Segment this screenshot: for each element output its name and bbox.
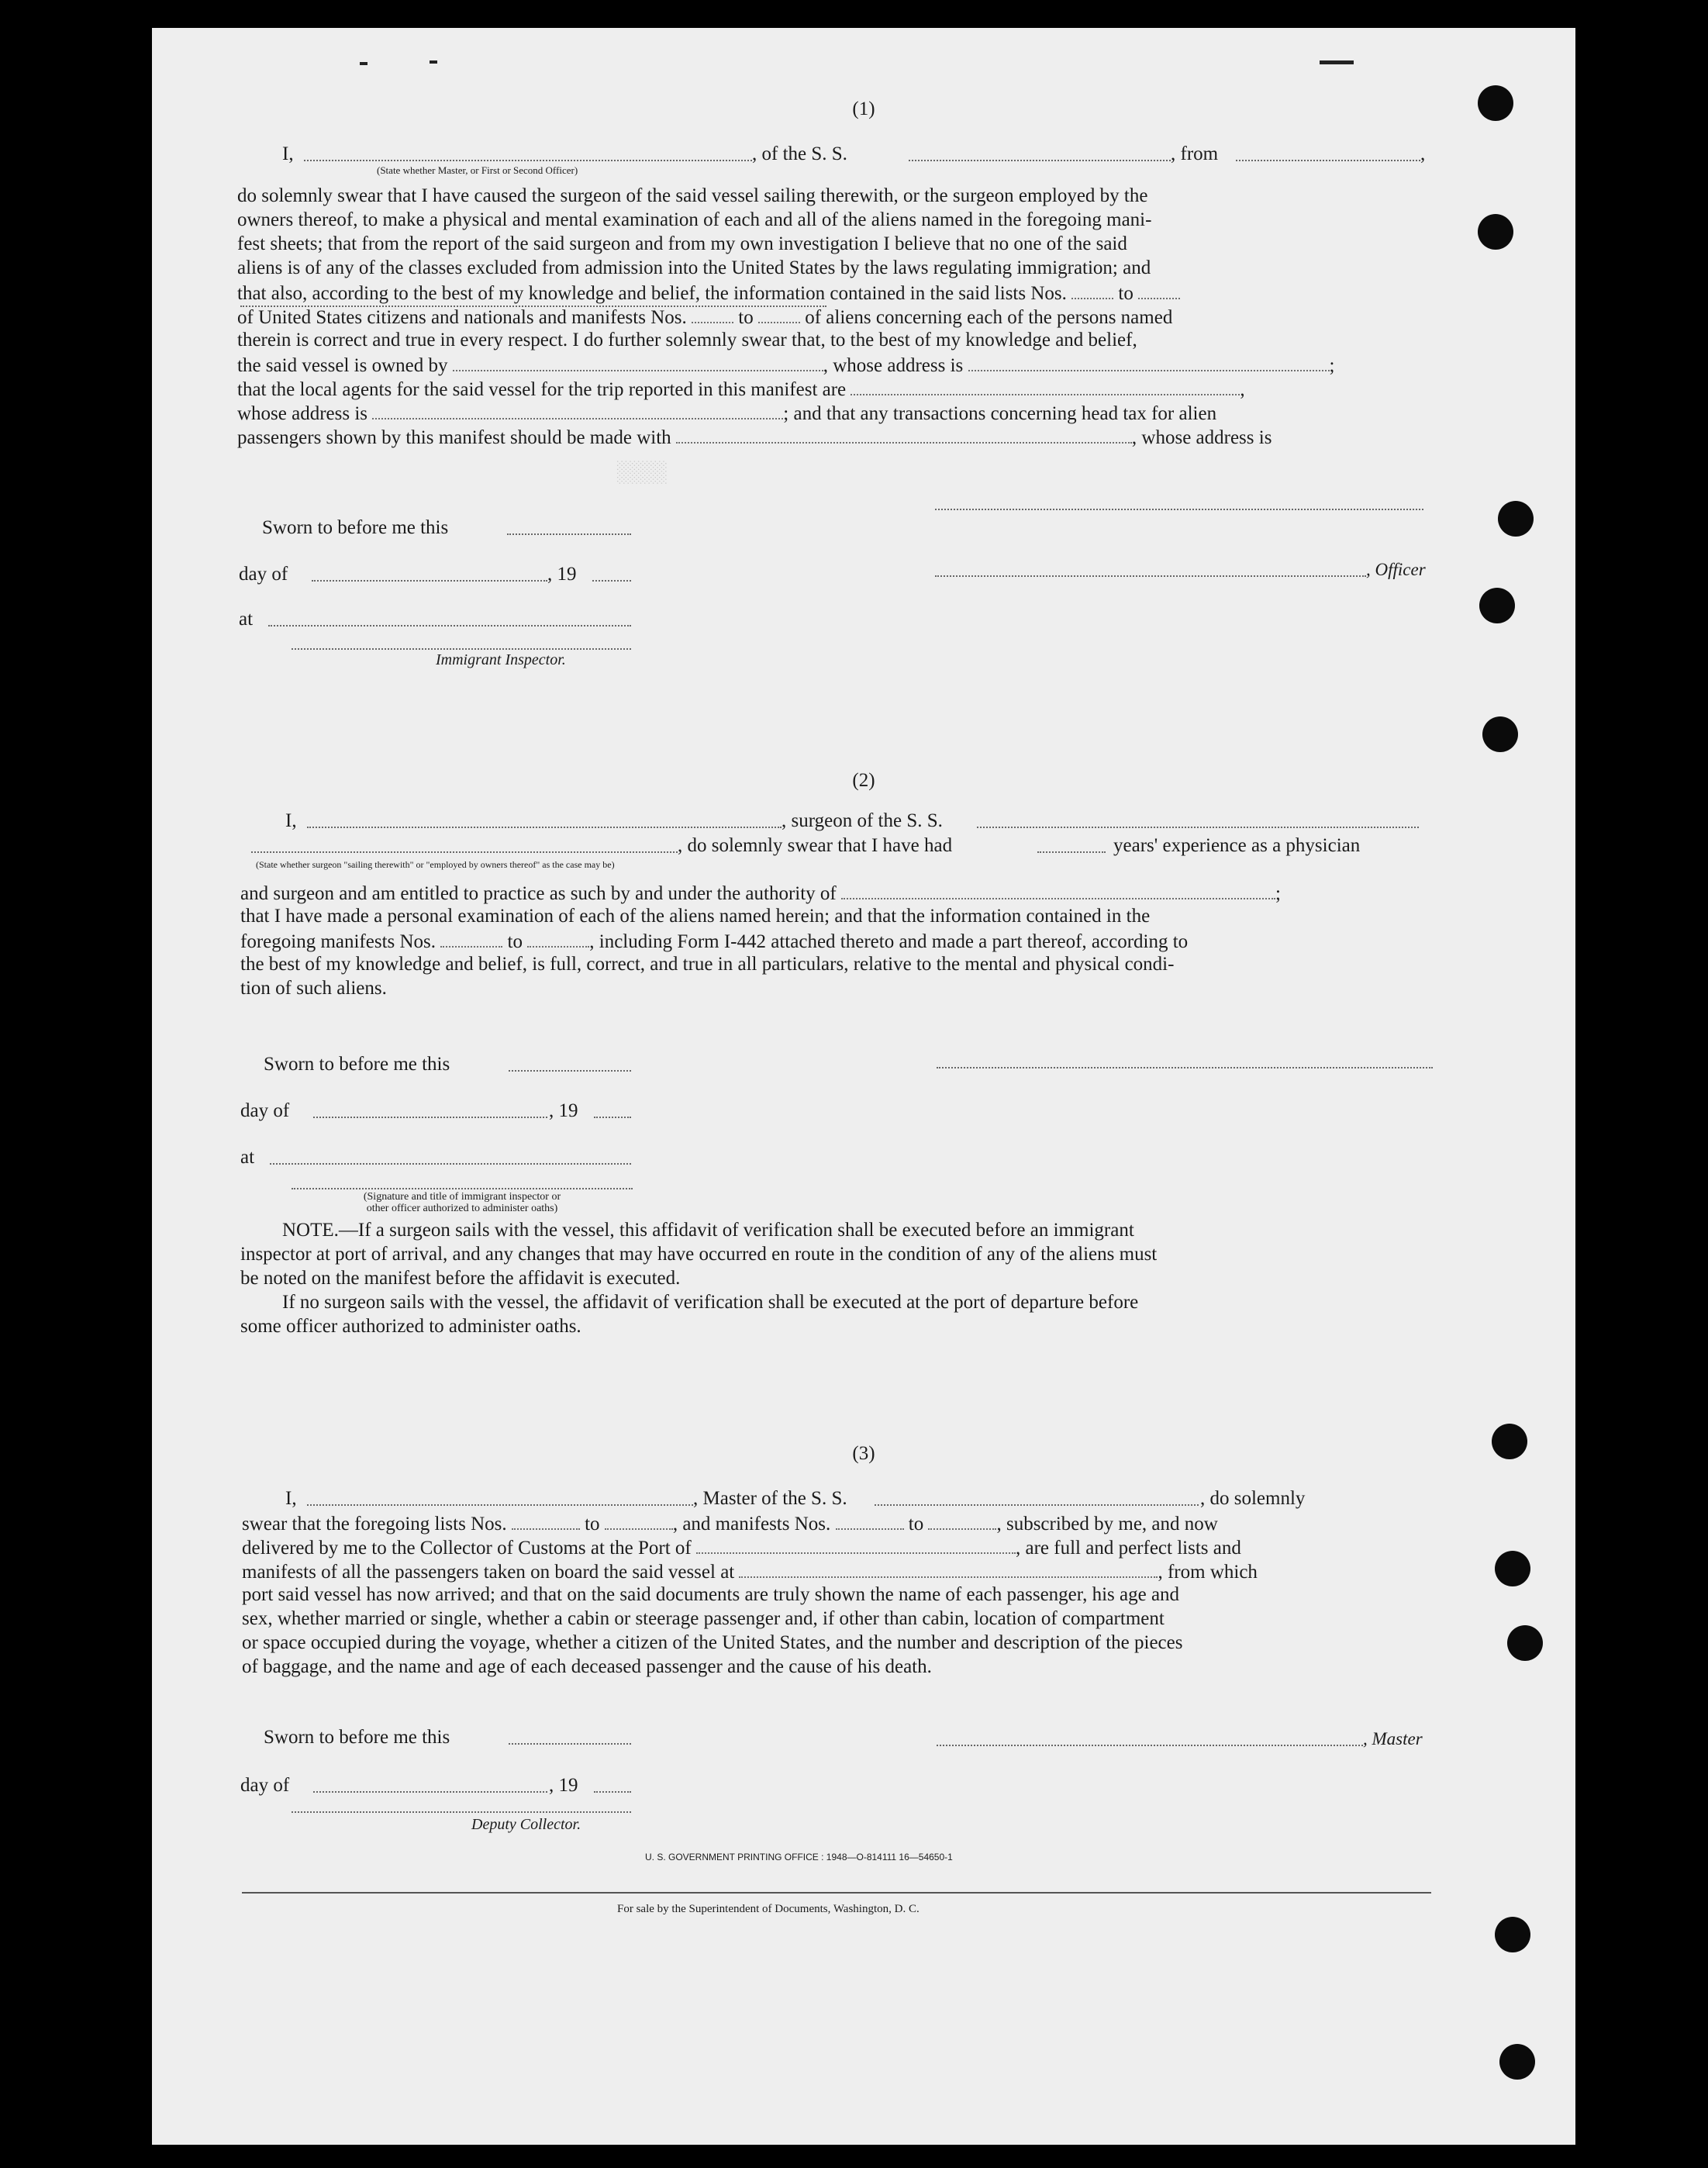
- line-text: the said vessel is owned by: [237, 355, 448, 376]
- day-of-label: day of: [239, 564, 288, 585]
- section-1-of-ss: , of the S. S.: [752, 143, 847, 164]
- line-text: , whose address is: [823, 355, 964, 376]
- scan-mark: [430, 60, 437, 64]
- line-text: , are full and perfect lists and: [1016, 1538, 1241, 1559]
- section-3-line: of baggage, and the name and age of each deceased passenger and the cause of his death.: [242, 1656, 932, 1677]
- line-text: delivered by me to the Collector of Customs at the Port of: [242, 1538, 692, 1559]
- line-text: foregoing manifests Nos.: [240, 931, 436, 952]
- line-text: , and manifests Nos.: [672, 1514, 831, 1535]
- officer-signature-blank-2[interactable]: [935, 575, 1366, 577]
- port-from-blank[interactable]: [1236, 160, 1420, 161]
- form-page: ░░░░ (1) I, , of the S. S. , from , (State whether Master, or First or Second Officer) do solemnly swear that I have caused the surgeon of the said vessel sailing therewith, or the surgeon employed by the owners thereof, to make a physical and mental examination of each and all of the aliens named in the foregoing mani- fest sheets; that from the report of the said surgeon and from my own investigation I believe that no one of the said aliens is of any of the classes excluded from admission into the United States by the laws regulating immigration; and that also, according to the best of my knowledge and belief, the information contained in the said lists Nos. to of United States citizens and nationals and manifests Nos. to of aliens concerning each of the persons named therein is correct and true in every respect. I do further solemnly swear that, to the best of my knowledge and belief, the said vessel is owned by , whose address is ; that the local agents for the said vessel for the trip reported in this manifest are , whose address is ; and that any transactions concerning head tax for alien passengers shown by this manifest should be made with , whose address is Sworn to before me this day of , 19 , Officer at Immigrant Inspector. (2) I, , surgeon of the S. S. , do solemnly swear that I have had years' experience as a physician (State whether surgeon "sailing therewith" or "employed by owners thereof" as the case may be) and surgeon and am entitled to practice as such by and under the authority of ; that I have made a personal examination of each of the aliens named herein; and that the information contained in the foregoing manifests Nos. to , including Form I-442 attached thereto and made a part thereof, according to the best of my knowledge and belief, is full, correct, and true in all particulars, relative to the mental and physical condi- tion of such aliens. Sworn to before me this day of , 19 at (Signature and title of immigrant inspector or other officer authorized to administer oaths) NOTE.—If a surgeon sails with the vessel, this affidavit of verification shall be executed before an immigrant inspector at port of arrival, and any changes that may have occurred en route in the condition of any of the aliens must be noted on the manifest before the affidavit is executed. If no surgeon sails with the vessel, the affidavit of verification shall be executed at the port of departure before some officer authorized to administer oaths. (3) I, , Master of the S. S. , do solemnly swear that the foregoing lists Nos. to , and manifests Nos. to , subscribed by me, and now delivered by me to the Collector of Customs at the Port of , are full and perfect lists and manifests of all the passengers taken on board the said vessel at , from which port said vessel has now arrived; and that on the said documents are truly shown the name of each passenger, his age and sex, whether married or single, whether a cabin or steerage passenger and, if other than cabin, location of compartment or space occupied during the voyage, whether a citizen of the United States, and the number and description of the pieces of baggage, and the name and age of each deceased passenger and the cause of his death. Sworn to before me this , Master day of , 19 Deputy Collector. U. S. GOVERNMENT PRINTING OFFICE : 1948—O-814111 16—54650-1 For sale by the Superintendent of Documents, Washington, D. C.: [152, 28, 1575, 2145]
- section-3-line: [242, 1535, 1433, 1561]
- line-text: and surgeon and am entitled to practice as such by and under the authority of: [240, 883, 837, 904]
- line-text: swear that the foregoing lists Nos.: [242, 1514, 507, 1535]
- line-text: ; and that any transactions concerning head tax for alien: [783, 403, 1217, 424]
- surgeon-name-blank[interactable]: [307, 827, 782, 828]
- officer-signature-blank-1[interactable]: [935, 509, 1423, 510]
- section-1-line: the said vessel is owned by , whose address is ;: [237, 353, 1431, 378]
- printing-office-line: U. S. GOVERNMENT PRINTING OFFICE : 1948—O-814111 16—54650-1: [645, 1852, 953, 1862]
- section-1-i: I,: [282, 143, 294, 164]
- section-1-line: do solemnly swear that I have caused the surgeon of the said vessel sailing therewith, or the surgeon employed by the: [237, 185, 1148, 206]
- section-1-number: (1): [852, 98, 875, 119]
- manifest-to-blank[interactable]: [527, 929, 589, 948]
- section-3-number: (3): [852, 1443, 875, 1464]
- note-line: inspector at port of arrival, and any changes that may have occurred en route in the condition of any of the aliens must: [240, 1244, 1158, 1265]
- sworn-day-blank[interactable]: [509, 1743, 631, 1745]
- at-place-blank[interactable]: [268, 625, 631, 627]
- scan-mark: [360, 62, 367, 65]
- section-1-line: therein is correct and true in every respect. I do further solemnly swear that, to the best of my knowledge and belief,: [237, 330, 1137, 350]
- line-text: years' experience as a physician: [1113, 835, 1361, 856]
- punch-hole: [1499, 2044, 1535, 2080]
- agents-address-blank[interactable]: [372, 401, 783, 419]
- footer-rule: [242, 1892, 1431, 1894]
- to-label: to: [585, 1514, 600, 1535]
- inspector-signature-blank[interactable]: [292, 1188, 633, 1189]
- line-text: of United States citizens and nationals and manifests Nos.: [237, 307, 687, 328]
- month-blank[interactable]: [312, 580, 547, 582]
- authority-blank[interactable]: [841, 881, 1275, 899]
- bleed-through-text: ░░░░: [617, 462, 668, 485]
- year-blank[interactable]: [594, 1791, 631, 1793]
- lists-to-blank[interactable]: [605, 1511, 673, 1530]
- manifests-to-blank[interactable]: [928, 1511, 996, 1530]
- year-label: , 19: [547, 564, 577, 585]
- master-label: , Master: [1363, 1729, 1423, 1749]
- surgeon-of-ss: , surgeon of the S. S.: [782, 810, 943, 831]
- signature-note-line: (Signature and title of immigrant inspector or: [363, 1191, 561, 1203]
- line-text: , do solemnly swear that I have had: [678, 835, 953, 856]
- surgeon-type-blank[interactable]: [251, 851, 678, 853]
- section-3-line: [242, 1511, 1433, 1537]
- punch-hole: [1507, 1625, 1543, 1661]
- punch-hole: [1495, 1917, 1530, 1952]
- line-text: whose address is: [237, 403, 368, 424]
- section-2-i: I,: [285, 810, 297, 831]
- line-text: , Master of the S. S.: [693, 1488, 847, 1509]
- note-line: some officer authorized to administer oaths.: [240, 1316, 581, 1337]
- deputy-signature-blank[interactable]: [292, 1811, 631, 1813]
- punch-hole: [1495, 1551, 1530, 1586]
- section-1-line: owners thereof, to make a physical and mental examination of each and all of the aliens named in the foregoing mani-: [237, 209, 1152, 230]
- officer-label: , Officer: [1366, 560, 1426, 579]
- section-1-line: that the local agents for the said vessel for the trip reported in this manifest are ,: [237, 377, 1431, 402]
- line-text: passengers shown by this manifest should be made with: [237, 427, 671, 448]
- section-1-from: , from: [1171, 143, 1219, 164]
- master-vessel-blank[interactable]: [875, 1504, 1199, 1506]
- section-1-line: [237, 401, 1431, 426]
- year-blank[interactable]: [594, 1117, 631, 1118]
- section-3-line: port said vessel has now arrived; and that on the said documents are truly shown the name of each passenger, his age and: [242, 1584, 1180, 1605]
- line-text: , whose address is: [1131, 427, 1272, 448]
- year-blank[interactable]: [592, 580, 631, 582]
- line-text: , do solemnly: [1200, 1488, 1306, 1509]
- sale-notice: For sale by the Superintendent of Documents, Washington, D. C.: [617, 1903, 920, 1915]
- note-line: be noted on the manifest before the affidavit is executed.: [240, 1268, 681, 1289]
- line-text: that the local agents for the said vessel for the trip reported in this manifest are: [237, 379, 847, 400]
- punch-hole: [1498, 501, 1534, 537]
- line-text: , including Form I-442 attached thereto and made a part thereof, according to: [589, 931, 1189, 952]
- line-text: manifests of all the passengers taken on board the said vessel at: [242, 1562, 735, 1583]
- punch-hole: [1478, 214, 1513, 250]
- section-3-line: sex, whether married or single, whether a cabin or steerage passenger and, if other than cabin, location of compartment: [242, 1608, 1165, 1629]
- note-line: [282, 1219, 1476, 1243]
- section-1-line: aliens is of any of the classes excluded from admission into the United States by the laws regulating immigration; and: [237, 257, 1151, 278]
- to-label: to: [507, 931, 523, 952]
- manifests-from-blank[interactable]: [836, 1511, 904, 1530]
- sworn-day-blank[interactable]: [509, 1070, 631, 1072]
- section-1-line: [237, 305, 1431, 330]
- manifest-from-blank[interactable]: [440, 929, 502, 948]
- section-2-line: tion of such aliens.: [240, 978, 387, 999]
- years-experience-blank[interactable]: [1037, 851, 1106, 853]
- section-2-number: (2): [852, 770, 875, 791]
- at-label: at: [239, 609, 254, 630]
- year-label: , 19: [549, 1100, 578, 1121]
- head-tax-contact-blank[interactable]: [676, 425, 1132, 444]
- sworn-label: Sworn to before me this: [262, 517, 449, 538]
- section-1-note: (State whether Master, or First or Second Officer): [377, 164, 578, 176]
- manifest-no-to-blank[interactable]: [758, 305, 800, 323]
- year-label: , 19: [549, 1775, 578, 1796]
- boarding-port-blank[interactable]: [739, 1559, 1158, 1578]
- section-3-line: or space occupied during the voyage, whether a citizen of the United States, and the number and description of the pieces: [242, 1632, 1183, 1653]
- master-signature-blank[interactable]: [937, 1745, 1363, 1746]
- month-blank[interactable]: [313, 1117, 547, 1118]
- sworn-label: Sworn to before me this: [264, 1727, 450, 1748]
- day-of-label: day of: [240, 1775, 290, 1796]
- lists-from-blank[interactable]: [512, 1511, 580, 1530]
- section-1-line: [237, 281, 1431, 306]
- port-blank[interactable]: [696, 1535, 1016, 1554]
- to-label: to: [738, 307, 754, 328]
- line-text: —If a surgeon sails with the vessel, this affidavit of verification shall be executed before an immigrant: [338, 1220, 1134, 1241]
- section-2-line: that I have made a personal examination of each of the aliens named herein; and that the information contained in the: [240, 906, 1151, 927]
- surgeon-vessel-blank[interactable]: [977, 827, 1419, 828]
- section-1-line: fest sheets; that from the report of the said surgeon and from my own investigation I believe that no one of the said: [237, 233, 1127, 254]
- month-blank[interactable]: [313, 1791, 547, 1793]
- section-2-note: (State whether surgeon "sailing therewith" or "employed by owners thereof" as the case may be): [256, 859, 615, 870]
- signature-note-line: other officer authorized to administer oaths): [366, 1203, 558, 1214]
- vessel-name-blank[interactable]: [909, 160, 1171, 161]
- note-line: If no surgeon sails with the vessel, the affidavit of verification shall be executed at the port of departure before: [282, 1292, 1139, 1313]
- punch-hole: [1479, 588, 1515, 623]
- to-label: to: [908, 1514, 924, 1535]
- section-3-line: [242, 1559, 1433, 1585]
- inspector-signature-blank[interactable]: [292, 648, 631, 650]
- officer-name-blank[interactable]: [304, 160, 752, 161]
- note-label: NOTE.: [282, 1220, 339, 1241]
- owner-address-blank[interactable]: [968, 353, 1330, 371]
- agents-blank[interactable]: [851, 377, 1240, 395]
- line-text: of aliens concerning each of the persons named: [805, 307, 1173, 328]
- section-3-i: I,: [285, 1488, 297, 1509]
- section-1-line: [237, 425, 1431, 451]
- section-2-line: [240, 929, 1431, 955]
- scan-mark: [1320, 60, 1354, 64]
- section-2-line: and surgeon and am entitled to practice as such by and under the authority of ;: [240, 881, 1431, 906]
- immigrant-inspector-label: Immigrant Inspector.: [436, 651, 566, 668]
- to-label: to: [1118, 283, 1133, 304]
- section-2-line: the best of my knowledge and belief, is full, correct, and true in all particulars, relative to the mental and physical condi-: [240, 954, 1175, 975]
- owner-blank[interactable]: [453, 353, 823, 371]
- at-place-blank[interactable]: [270, 1163, 631, 1165]
- at-label: at: [240, 1147, 255, 1168]
- sworn-day-blank[interactable]: [507, 533, 631, 535]
- deputy-collector-label: Deputy Collector.: [471, 1816, 581, 1833]
- list-no-to-blank[interactable]: [1138, 281, 1180, 299]
- signature-note: [299, 1191, 625, 1214]
- line-text: that also, according to the best of my knowledge and belief, the information contained in the said lists Nos.: [237, 283, 1067, 304]
- master-name-blank[interactable]: [307, 1504, 693, 1506]
- sworn-label: Sworn to before me this: [264, 1054, 450, 1075]
- line-text: , from which: [1158, 1562, 1258, 1583]
- list-no-from-blank[interactable]: [1071, 281, 1113, 299]
- surgeon-signature-blank[interactable]: [937, 1067, 1433, 1068]
- manifest-no-from-blank[interactable]: [692, 305, 733, 323]
- line-text: , subscribed by me, and now: [996, 1514, 1218, 1535]
- punch-hole: [1482, 716, 1518, 752]
- head-tax-address-blank[interactable]: [240, 306, 826, 307]
- day-of-label: day of: [240, 1100, 290, 1121]
